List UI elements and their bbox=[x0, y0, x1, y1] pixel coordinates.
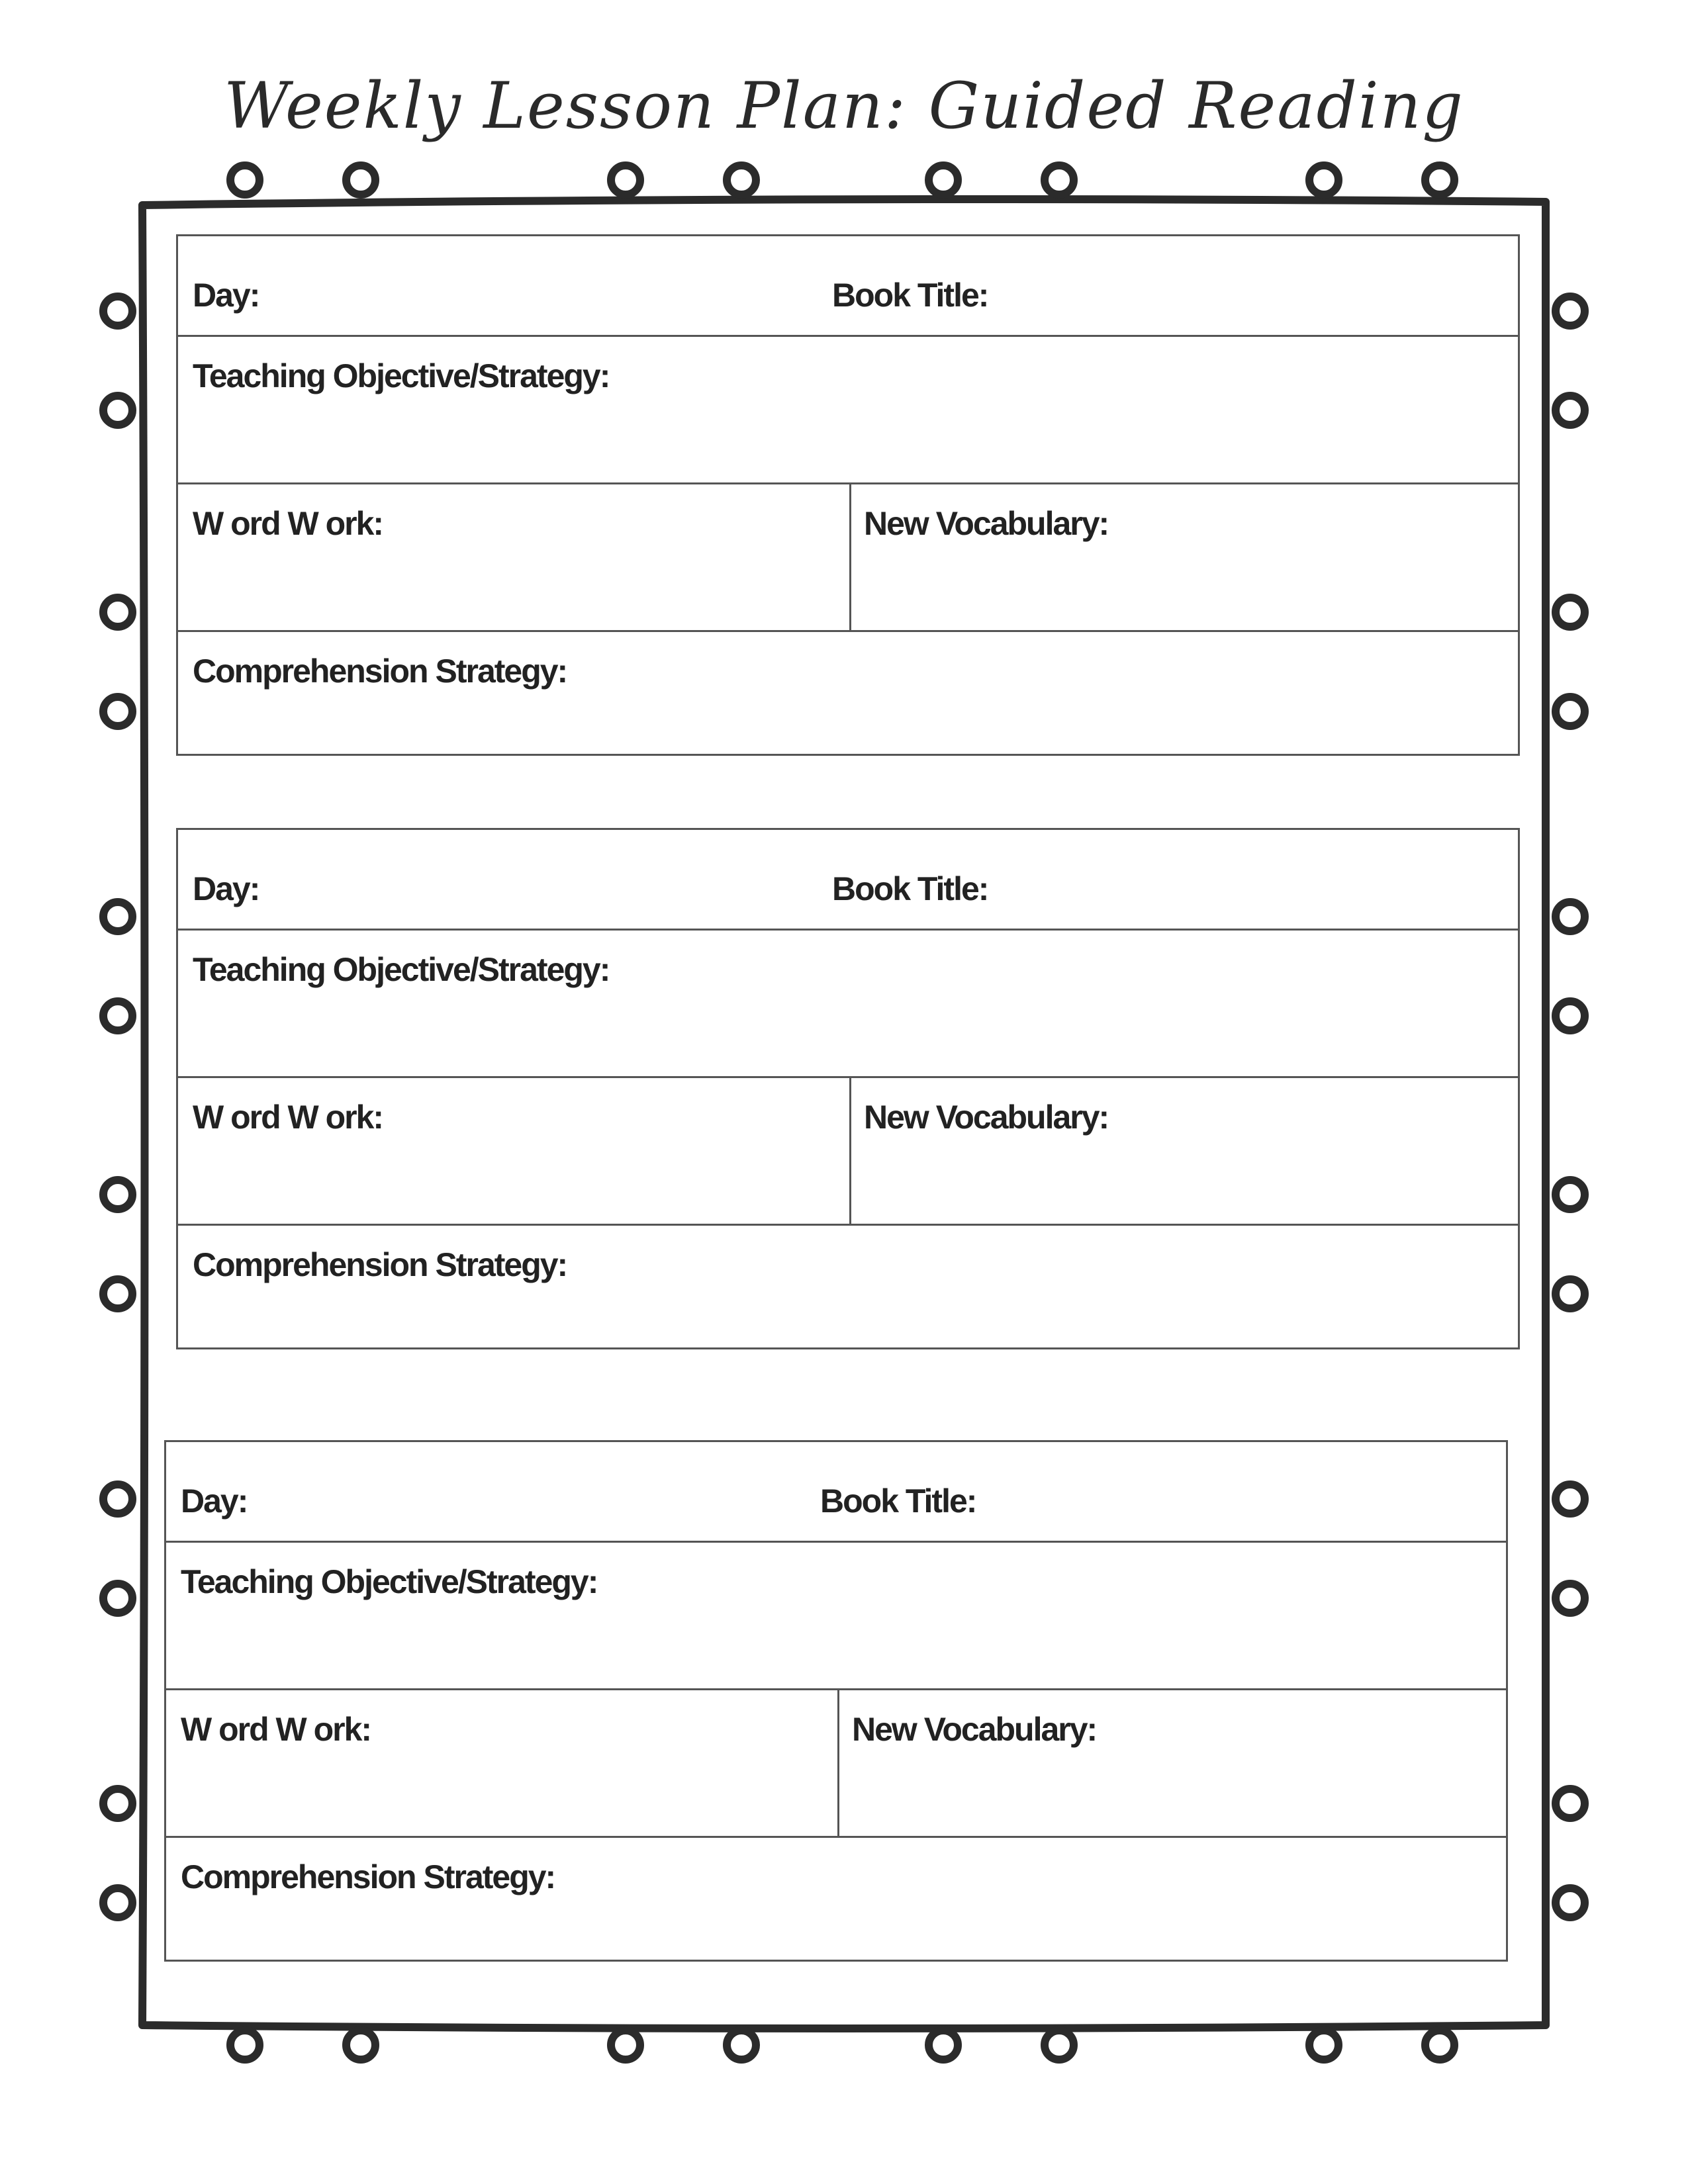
loop-icon bbox=[1425, 2030, 1454, 2060]
comprehension-strategy-label: Comprehension Strategy: bbox=[193, 653, 567, 690]
loop-icon bbox=[1556, 1789, 1585, 1818]
word-work-label: W ord W ork: bbox=[193, 1099, 383, 1136]
lesson-plan-block-1 bbox=[176, 234, 1520, 756]
lesson-plan-block-2 bbox=[176, 828, 1520, 1349]
loop-icon bbox=[1556, 902, 1585, 931]
comprehension-row[interactable] bbox=[166, 1838, 1506, 1960]
loop-icon bbox=[727, 165, 756, 195]
day-label: Day: bbox=[193, 870, 259, 907]
loop-icon bbox=[929, 165, 958, 195]
day-book-row bbox=[166, 1442, 1506, 1543]
loop-icon bbox=[103, 1279, 132, 1308]
page-title: Weekly Lesson Plan: Guided Reading bbox=[224, 69, 1464, 143]
loop-icon bbox=[103, 598, 132, 627]
book-title-label: Book Title: bbox=[832, 277, 988, 314]
teaching-objective-label: Teaching Objective/Strategy: bbox=[193, 357, 610, 394]
loop-icon bbox=[230, 165, 259, 195]
day-label: Day: bbox=[181, 1482, 248, 1520]
loop-icon bbox=[1309, 2030, 1338, 2060]
loop-icon bbox=[103, 1484, 132, 1514]
teaching-objective-row[interactable] bbox=[178, 931, 1518, 1078]
loop-icon bbox=[103, 1888, 132, 1917]
word-work-label: W ord W ork: bbox=[181, 1711, 371, 1748]
comprehension-strategy-label: Comprehension Strategy: bbox=[193, 1246, 567, 1283]
loop-icon bbox=[1425, 165, 1454, 195]
loop-icon bbox=[1556, 697, 1585, 726]
loop-icon bbox=[1556, 598, 1585, 627]
day-book-row bbox=[178, 236, 1518, 337]
loop-icon bbox=[103, 1001, 132, 1030]
day-label: Day: bbox=[193, 277, 259, 314]
loop-icon bbox=[727, 2030, 756, 2060]
loop-icon bbox=[103, 1584, 132, 1613]
day-book-row bbox=[178, 830, 1518, 931]
new-vocabulary-label: New Vocabulary: bbox=[864, 1099, 1109, 1136]
loop-icon bbox=[1556, 296, 1585, 326]
loop-icon bbox=[103, 396, 132, 425]
word-vocab-row bbox=[178, 1078, 1518, 1226]
loop-icon bbox=[103, 296, 132, 326]
lesson-plan-block-3 bbox=[164, 1440, 1508, 1962]
loop-icon bbox=[103, 1789, 132, 1818]
word-vocab-row bbox=[178, 484, 1518, 632]
column-divider bbox=[849, 484, 851, 630]
loop-icon bbox=[1045, 2030, 1074, 2060]
loop-icon bbox=[1556, 1888, 1585, 1917]
comprehension-row[interactable] bbox=[178, 1226, 1518, 1347]
column-divider bbox=[837, 1690, 839, 1836]
new-vocabulary-label: New Vocabulary: bbox=[864, 505, 1109, 542]
teaching-objective-label: Teaching Objective/Strategy: bbox=[193, 951, 610, 988]
comprehension-row[interactable] bbox=[178, 632, 1518, 754]
loop-icon bbox=[346, 165, 375, 195]
loop-icon bbox=[1556, 1484, 1585, 1514]
column-divider bbox=[849, 1078, 851, 1224]
book-title-label: Book Title: bbox=[832, 870, 988, 907]
loop-icon bbox=[1556, 1180, 1585, 1209]
word-work-label: W ord W ork: bbox=[193, 505, 383, 542]
book-title-label: Book Title: bbox=[820, 1482, 976, 1520]
comprehension-strategy-label: Comprehension Strategy: bbox=[181, 1858, 555, 1895]
loop-icon bbox=[1556, 1279, 1585, 1308]
loop-icon bbox=[1309, 165, 1338, 195]
teaching-objective-label: Teaching Objective/Strategy: bbox=[181, 1563, 598, 1600]
new-vocabulary-label: New Vocabulary: bbox=[852, 1711, 1097, 1748]
loop-icon bbox=[103, 1180, 132, 1209]
loop-icon bbox=[230, 2030, 259, 2060]
loop-icon bbox=[103, 697, 132, 726]
loop-icon bbox=[103, 902, 132, 931]
loop-icon bbox=[1556, 396, 1585, 425]
teaching-objective-row[interactable] bbox=[166, 1543, 1506, 1690]
loop-icon bbox=[1045, 165, 1074, 195]
loop-icon bbox=[346, 2030, 375, 2060]
loop-icon bbox=[1556, 1001, 1585, 1030]
loop-icon bbox=[611, 165, 640, 195]
loop-icon bbox=[611, 2030, 640, 2060]
loop-icon bbox=[1556, 1584, 1585, 1613]
loop-icon bbox=[929, 2030, 958, 2060]
word-vocab-row bbox=[166, 1690, 1506, 1838]
teaching-objective-row[interactable] bbox=[178, 337, 1518, 484]
